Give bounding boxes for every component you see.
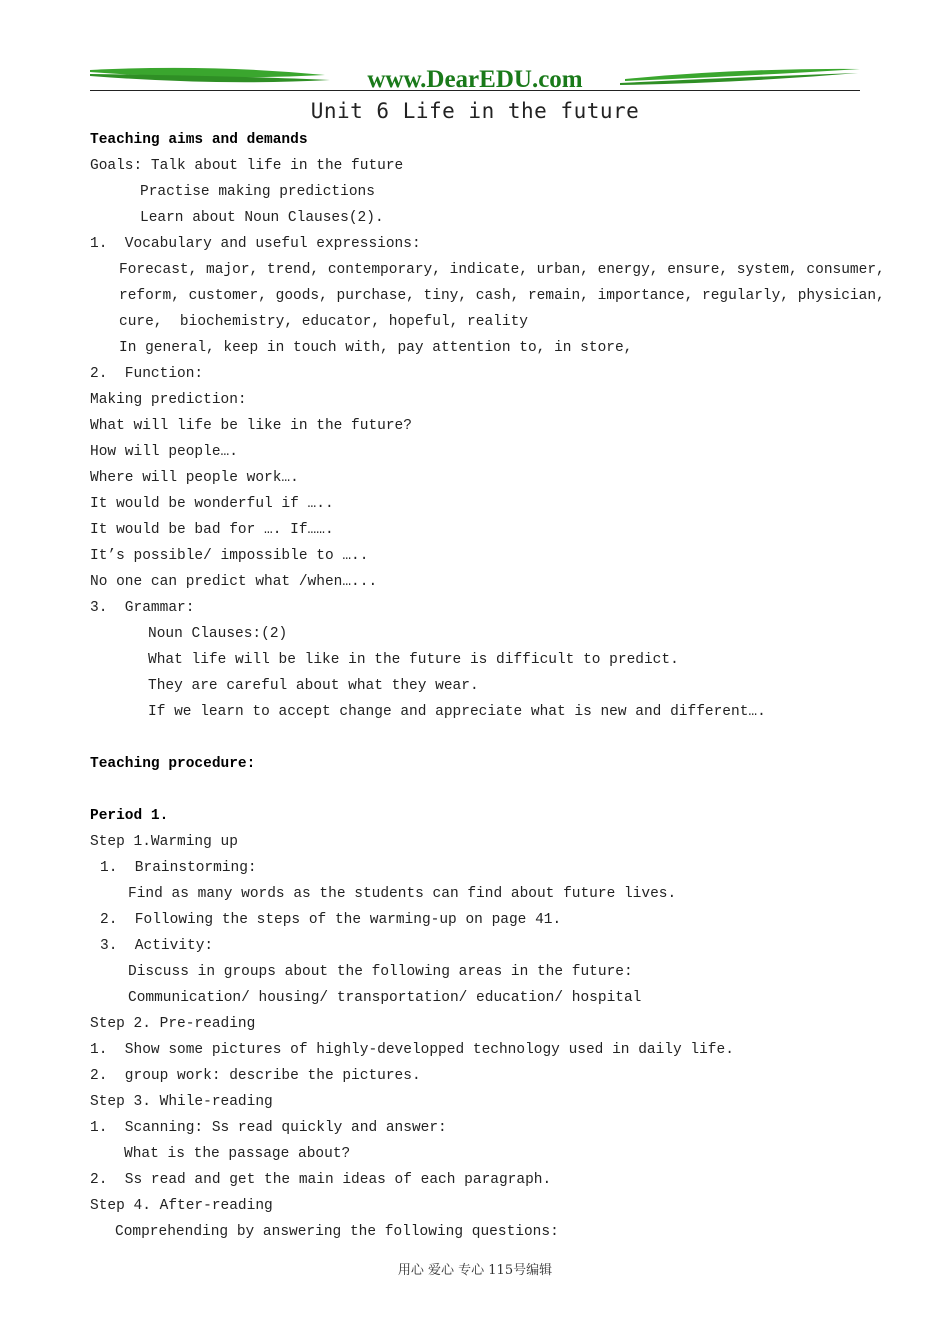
step-line: 2. Ss read and get the main ideas of each paragraph. [90, 1172, 552, 1188]
function-line: Making prediction: [90, 392, 247, 408]
step-line: Step 3. While-reading [90, 1094, 273, 1110]
step-line: 1. Scanning: Ss read quickly and answer: [90, 1120, 447, 1136]
step-line: What is the passage about? [124, 1146, 351, 1162]
vocab-line: Forecast, major, trend, contemporary, indicate, urban, energy, ensure, system, consumer, [119, 262, 885, 278]
procedure-heading: Teaching procedure: [90, 756, 256, 772]
function-line: It would be bad for …. If……. [90, 522, 334, 538]
function-line: It would be wonderful if ….. [90, 496, 334, 512]
site-banner [90, 62, 860, 92]
grammar-line: Noun Clauses:(2) [148, 626, 288, 642]
function-line: What will life be like in the future? [90, 418, 412, 434]
function-line: It’s possible/ impossible to ….. [90, 548, 369, 564]
vocab-line: cure, biochemistry, educator, hopeful, reality [119, 314, 528, 330]
step-line: Communication/ housing/ transportation/ education/ hospital [128, 990, 642, 1006]
function-line: How will people…. [90, 444, 238, 460]
step-line: Discuss in groups about the following areas in the future: [128, 964, 633, 980]
grammar-line: If we learn to accept change and appreciate what is new and different…. [148, 704, 766, 720]
function-line: Where will people work…. [90, 470, 299, 486]
page-footer: 用心 爱心 专心 115号编辑 [397, 1263, 553, 1278]
vocab-heading: 1. Vocabulary and useful expressions: [90, 236, 421, 252]
grammar-line: What life will be like in the future is difficult to predict. [148, 652, 679, 668]
aims-heading: Teaching aims and demands [90, 132, 308, 148]
site-logo: www.DearEDU.com [367, 66, 583, 92]
vocab-line: reform, customer, goods, purchase, tiny, cash, remain, importance, regularly, physician, [119, 288, 885, 304]
step-line: 1. Show some pictures of highly-developped technology used in daily life. [90, 1042, 734, 1058]
grammar-line: They are careful about what they wear. [148, 678, 479, 694]
step-line: 1. Brainstorming: [100, 860, 257, 876]
goal-line: Goals: Talk about life in the future [90, 158, 404, 174]
grammar-heading: 3. Grammar: [90, 600, 195, 616]
step-line: Find as many words as the students can find about future lives. [128, 886, 677, 902]
step-line: 3. Activity: [100, 938, 214, 954]
function-heading: 2. Function: [90, 366, 204, 382]
function-line: No one can predict what /when…... [90, 574, 378, 590]
goal-line: Practise making predictions [140, 184, 375, 200]
step-line: 2. group work: describe the pictures. [90, 1068, 421, 1084]
step-line: Step 1.Warming up [90, 834, 238, 850]
period-heading: Period 1. [90, 808, 169, 824]
step-line: 2. Following the steps of the warming-up on page 41. [100, 912, 562, 928]
expressions-line: In general, keep in touch with, pay attention to, in store, [119, 340, 633, 356]
goal-line: Learn about Noun Clauses(2). [140, 210, 384, 226]
header-rule [90, 90, 860, 91]
step-line: Comprehending by answering the following questions: [115, 1224, 559, 1240]
page-title: Unit 6 Life in the future [310, 99, 640, 123]
step-line: Step 2. Pre-reading [90, 1016, 256, 1032]
step-line: Step 4. After-reading [90, 1198, 273, 1214]
